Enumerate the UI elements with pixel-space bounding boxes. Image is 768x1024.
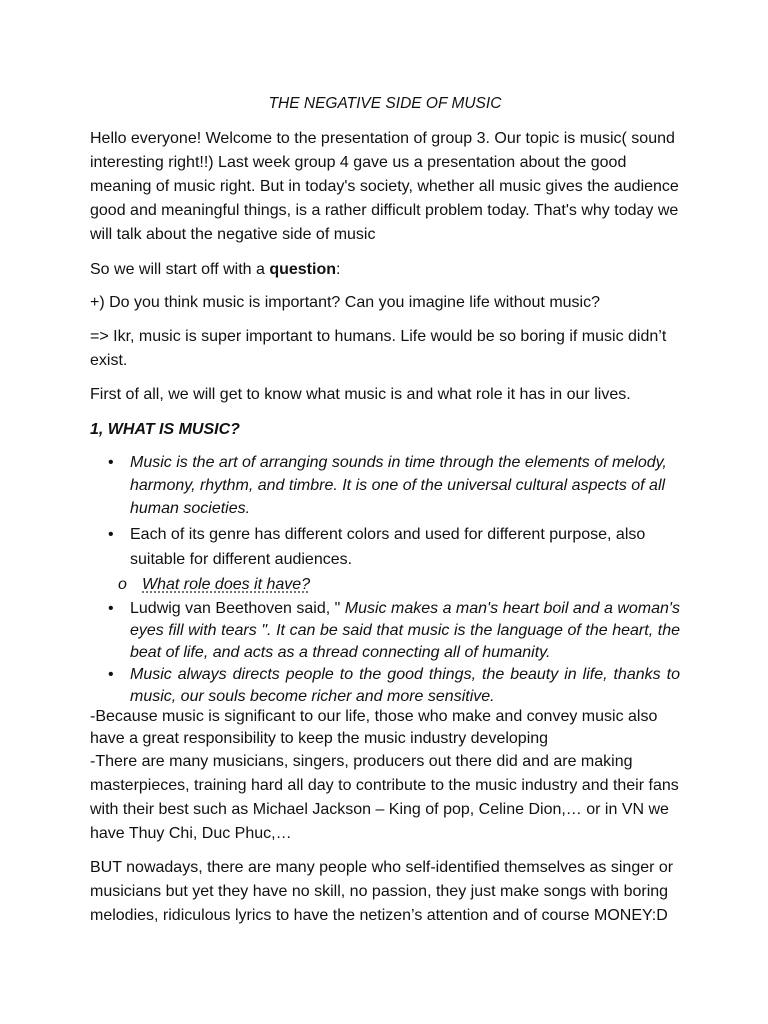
document-title: THE NEGATIVE SIDE OF MUSIC bbox=[268, 95, 502, 112]
music-bullet-list bbox=[90, 451, 680, 708]
list-item bbox=[90, 598, 680, 664]
but-paragraph: BUT nowadays, there are many people who self-identified themselves as singer or musicians but yet they have no skill, no passion, they just make songs with boring melodies, ridiculous lyrics to have the netizen’s attention and of course MONEY:D bbox=[90, 859, 674, 924]
bullet-text-quote-lead: Ludwig van Beethoven said, " bbox=[130, 600, 345, 617]
bullet-text: Music is the art of arranging sounds in time through the elements of melody, harmony, rhythm, and timbre. It is one of the universal cultural aspects of all human societies. bbox=[130, 454, 667, 517]
musicians-paragraph: -There are many musicians, singers, producers out there did and are making masterpieces, training hard all day to contribute to the music industry and their fans with their best such as Michael Jackson – King of pop, Celine Dion,… or in VN we have Thuy Chi, Duc Phuc,… bbox=[90, 753, 679, 842]
sub-bullet-text: What role does it have? bbox=[142, 576, 311, 593]
question-lead-paragraph bbox=[90, 258, 680, 282]
bullet-marker: • bbox=[108, 666, 114, 683]
responsibility-paragraph: -Because music is significant to our life, those who make and convey music also have a great responsibility to keep the music industry developing bbox=[90, 708, 658, 747]
section-heading: 1, WHAT IS MUSIC? bbox=[90, 421, 240, 438]
bullet-marker: • bbox=[108, 454, 114, 471]
intro-paragraph: Hello everyone! Welcome to the presentation of group 3. Our topic is music( sound interesting right!!) Last week group 4 gave us a presentation about the good meaning of music right. But in today's society, whether all music gives the audience good and meaningful things, is a rather difficult problem today. That's why today we will talk about the negative side of music bbox=[90, 130, 679, 243]
sub-list-item bbox=[90, 573, 680, 596]
question-colon: : bbox=[336, 261, 341, 278]
bullet-text-quote: Music makes a man's heart boil and a woman's eyes fill with tears ". It can be said that music is the language of the heart, the beat of life, and acts as a thread connecting all of humanity. bbox=[130, 600, 680, 661]
bullet-marker: • bbox=[108, 526, 114, 543]
first-of-all-paragraph: First of all, we will get to know what music is and what role it has in our lives. bbox=[90, 386, 631, 403]
list-item bbox=[90, 451, 680, 520]
list-item bbox=[90, 664, 680, 708]
question-word: question bbox=[269, 261, 336, 278]
list-item bbox=[90, 522, 680, 572]
bullet-text: Each of its genre has different colors and used for different purpose, also suitable for different audiences. bbox=[130, 526, 646, 568]
question-lead-text: So we will start off with a bbox=[90, 261, 270, 278]
answer-paragraph: => Ikr, music is super important to humans. Life would be so boring if music didn’t exist. bbox=[90, 328, 667, 369]
bullet-marker: • bbox=[108, 600, 114, 617]
sub-bullet-marker: o bbox=[118, 576, 127, 593]
question-paragraph: +) Do you think music is important? Can you imagine life without music? bbox=[90, 294, 600, 311]
bullet-text: Music always directs people to the good things, the beauty in life, thanks to music, our souls become richer and more sensitive. bbox=[130, 666, 680, 705]
